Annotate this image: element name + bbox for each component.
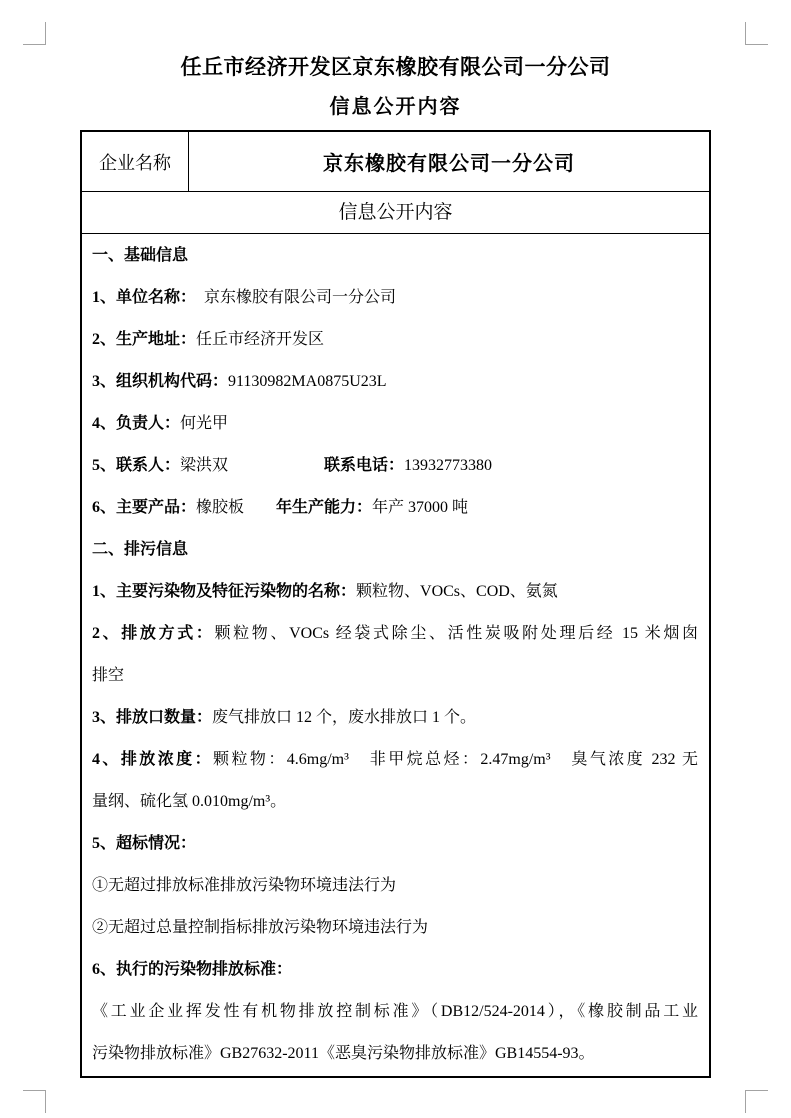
text-segment: 3、排放口数量： [92,709,213,726]
paragraph [92,235,698,277]
text-segment: 二、排污信息 [92,541,189,558]
paragraph [92,739,698,823]
text-line [92,319,698,361]
text-segment: 3、组织机构代码： [92,373,229,390]
paragraph [92,697,698,739]
text-line [92,361,698,403]
text-segment: 颗粒物、VOCs 经袋式除尘、活性炭吸附处理后经 15 米烟囱 [214,625,698,642]
paragraph [92,403,698,445]
text-line [92,739,698,781]
paragraph [92,277,698,319]
paragraph [92,865,698,907]
text-line [92,529,698,571]
text-line [92,655,698,697]
document-subtitle: 信息公开内容 [329,96,462,118]
text-segment: 污染物排放标准》GB27632-2011《恶臭污染物排放标准》GB14554-93。 [92,1045,595,1062]
text-line [92,571,698,613]
text-line [92,235,698,277]
crop-mark-bottom-right [745,1090,768,1113]
text-segment: 5、联系人： [92,457,181,474]
text-segment: 1、单位名称： [92,289,189,306]
text-line [92,487,698,529]
disclosure-content-cell [82,234,709,1076]
text-segment: 13932773380 [404,457,493,474]
text-line [92,445,698,487]
text-line [92,907,698,949]
text-segment: 何光甲 [180,415,229,432]
paragraph [92,823,698,865]
text-line [92,949,698,991]
company-name-value-cell: 京东橡胶有限公司一分公司 [323,153,575,175]
crop-mark-top-right [745,22,768,45]
text-segment: ①无超过排放标准排放污染物环境违法行为 [92,877,397,894]
text-segment: 颗粒物、VOCs、COD、氨氮 [356,583,558,600]
text-line [92,865,698,907]
paragraph [92,613,698,697]
section-header-cell: 信息公开内容 [82,192,709,234]
text-segment: 6、执行的污染物排放标准： [92,961,293,978]
text-line [92,613,698,655]
text-segment: 任丘市经济开发区 [196,331,325,348]
crop-mark-top-left [23,22,46,45]
text-segment: 91130982MA0875U23L [228,373,387,390]
text-segment: 6、主要产品： [92,499,197,516]
text-line [92,991,698,1033]
text-segment: 4、排放浓度： [92,751,214,768]
text-segment: 一、基础信息 [92,247,189,264]
text-segment: 颗粒物：4.6mg/m³ 非甲烷总烃：2.47mg/m³ 臭气浓度 232 无 [213,751,698,768]
paragraph [92,361,698,403]
text-segment: 5、超标情况： [92,835,197,852]
paragraph [92,571,698,613]
text-segment: 4、负责人： [92,415,181,432]
text-segment: 排空 [92,667,125,684]
paragraph [92,487,698,529]
text-segment: 《工业企业挥发性有机物排放控制标准》（DB12/524-2014），《橡胶制品工业 [92,1003,698,1020]
text-segment: 废气排放口 12 个，废水排放口 1 个。 [212,709,477,726]
text-segment: 梁洪双 [180,457,325,474]
paragraph [92,949,698,991]
paragraph [92,907,698,949]
text-segment: 京东橡胶有限公司一分公司 [188,289,397,306]
paragraph [92,445,698,487]
text-segment: 橡胶板 [196,499,277,516]
text-segment: 联系电话： [324,457,405,474]
info-disclosure-table [80,130,711,1078]
text-line [92,277,698,319]
crop-mark-bottom-left [23,1090,46,1113]
text-segment: 年生产能力： [276,499,373,516]
text-segment: 1、主要污染物及特征污染物的名称： [92,583,357,600]
text-line [92,781,698,823]
company-name-label-cell: 企业名称 [82,132,189,191]
text-segment: 2、生产地址： [92,331,197,348]
text-segment: ②无超过总量控制指标排放污染物环境违法行为 [92,919,429,936]
text-line [92,1033,698,1075]
text-segment: 2、排放方式： [92,625,215,642]
paragraph [92,991,698,1075]
document-title: 任丘市经济开发区京东橡胶有限公司一分公司 [180,56,611,79]
text-segment: 年产 37000 吨 [372,499,469,516]
paragraph [92,529,698,571]
company-name-row [82,132,709,192]
paragraph [92,319,698,361]
text-line [92,697,698,739]
text-line [92,403,698,445]
text-line [92,823,698,865]
text-segment: 量纲、硫化氢 0.010mg/m³。 [92,793,287,810]
